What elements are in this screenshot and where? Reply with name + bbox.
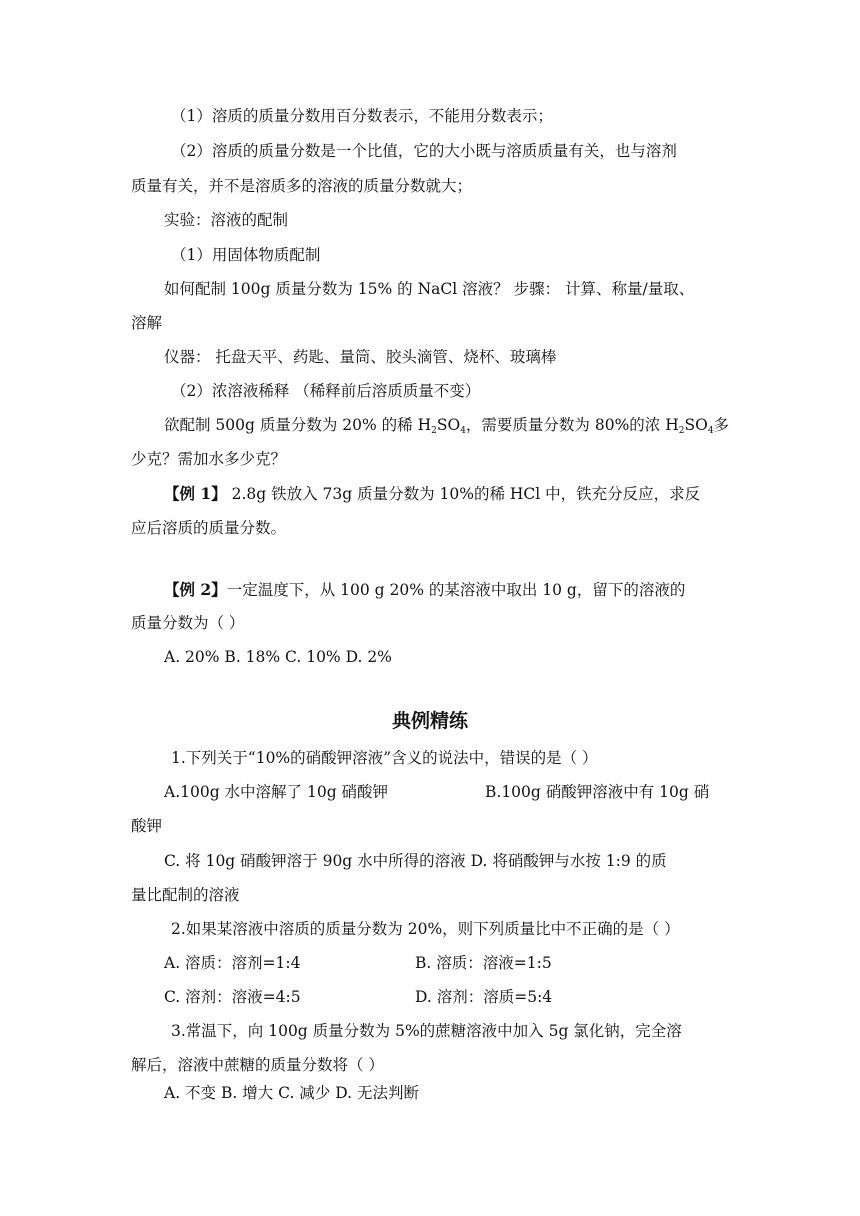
- practice-1-option-b: B.100g 硝酸钾溶液中有 10g 硝: [485, 783, 710, 801]
- subscript-2b: 2: [678, 426, 685, 436]
- practice-1-question: 1.下列关于“10%的硝酸钾溶液”含义的说法中，错误的是（ ）: [171, 749, 598, 767]
- practice-2-question: 2.如果某溶液中溶质的质量分数为 20%，则下列质量比中不正确的是（ ）: [171, 920, 680, 938]
- question-2-line-1: [164, 415, 764, 441]
- q2-text-c: ，需要质量分数为 80%的浓 H: [465, 416, 679, 434]
- section-title: 典例精练: [391, 710, 468, 732]
- q2-text-e: 多: [713, 416, 730, 434]
- practice-3-line-2: 解后，溶液中蔗糖的质量分数将（ ）: [131, 1056, 384, 1074]
- practice-3-options: A. 不变 B. 增大 C. 减少 D. 无法判断: [164, 1084, 419, 1102]
- q2-text-a: 欲配制 500g 质量分数为 20% 的稀 H: [164, 416, 432, 434]
- question-1-line-1: 如何配制 100g 质量分数为 15% 的 NaCl 溶液？ 步骤： 计算、称量/量取、: [164, 280, 695, 298]
- example-2-text: 一定温度下，从 100 g 20% 的某溶液中取出 10 g，留下的溶液的: [226, 581, 686, 599]
- practice-2-option-d: D. 溶剂：溶质=5:4: [415, 988, 553, 1006]
- practice-1-option-d-cont: 量比配制的溶液: [131, 886, 240, 904]
- q2-text-b: SO: [436, 416, 461, 434]
- example-1-line-2: 应后溶质的质量分数。: [131, 519, 287, 537]
- example-1-tag: 【例 1】: [164, 484, 227, 503]
- practice-1-option-c-d: C. 将 10g 硝酸钾溶于 90g 水中所得的溶液 D. 将硝酸钾与水按 1:9 的质: [164, 852, 667, 870]
- method-1-heading: （1）用固体物质配制: [171, 246, 321, 264]
- example-2-tag: 【例 2】: [164, 580, 227, 599]
- example-2-line-1: [164, 580, 764, 600]
- practice-2-option-b: B. 溶质：溶液=1:5: [415, 954, 552, 972]
- example-2-line-2: 质量分数为（ ）: [131, 614, 245, 632]
- note-1: （1）溶质的质量分数用百分数表示，不能用分数表示；: [171, 107, 553, 125]
- example-1-text: 2.8g 铁放入 73g 质量分数为 10%的稀 HCl 中，铁充分反应，求反: [226, 485, 701, 503]
- note-2-line-1: （2）溶质的质量分数是一个比值，它的大小既与溶质质量有关，也与溶剂: [171, 142, 677, 160]
- subscript-4b: 4: [707, 426, 714, 436]
- practice-2-option-a: A. 溶质：溶剂=1:4: [164, 954, 301, 972]
- practice-1-option-b-cont: 酸钾: [131, 817, 163, 835]
- instruments-line: 仪器： 托盘天平、药匙、量筒、胶头滴管、烧杯、玻璃棒: [164, 348, 557, 366]
- practice-3-line-1: 3.常温下，向 100g 质量分数为 5%的蔗糖溶液中加入 5g 氯化钠，完全溶: [171, 1022, 682, 1040]
- question-1-line-2: 溶解: [131, 314, 163, 332]
- subscript-4: 4: [460, 426, 466, 436]
- note-2-line-2: 质量有关，并不是溶质多的溶液的质量分数就大；: [131, 177, 473, 195]
- subscript-2: 2: [431, 426, 437, 436]
- question-2-line-2: 少克？需加水多少克？: [131, 450, 287, 468]
- method-2-heading: （2）浓溶液稀释 （稀释前后溶质质量不变）: [171, 382, 481, 400]
- q2-text-d: SO: [684, 416, 708, 434]
- practice-1-option-a: A.100g 水中溶解了 10g 硝酸钾: [164, 783, 389, 801]
- example-1-line-1: [164, 484, 764, 504]
- experiment-heading: 实验：溶液的配制: [164, 211, 289, 229]
- example-2-options: A. 20% B. 18% C. 10% D. 2%: [164, 648, 392, 666]
- practice-2-option-c: C. 溶剂：溶液=4:5: [164, 988, 301, 1006]
